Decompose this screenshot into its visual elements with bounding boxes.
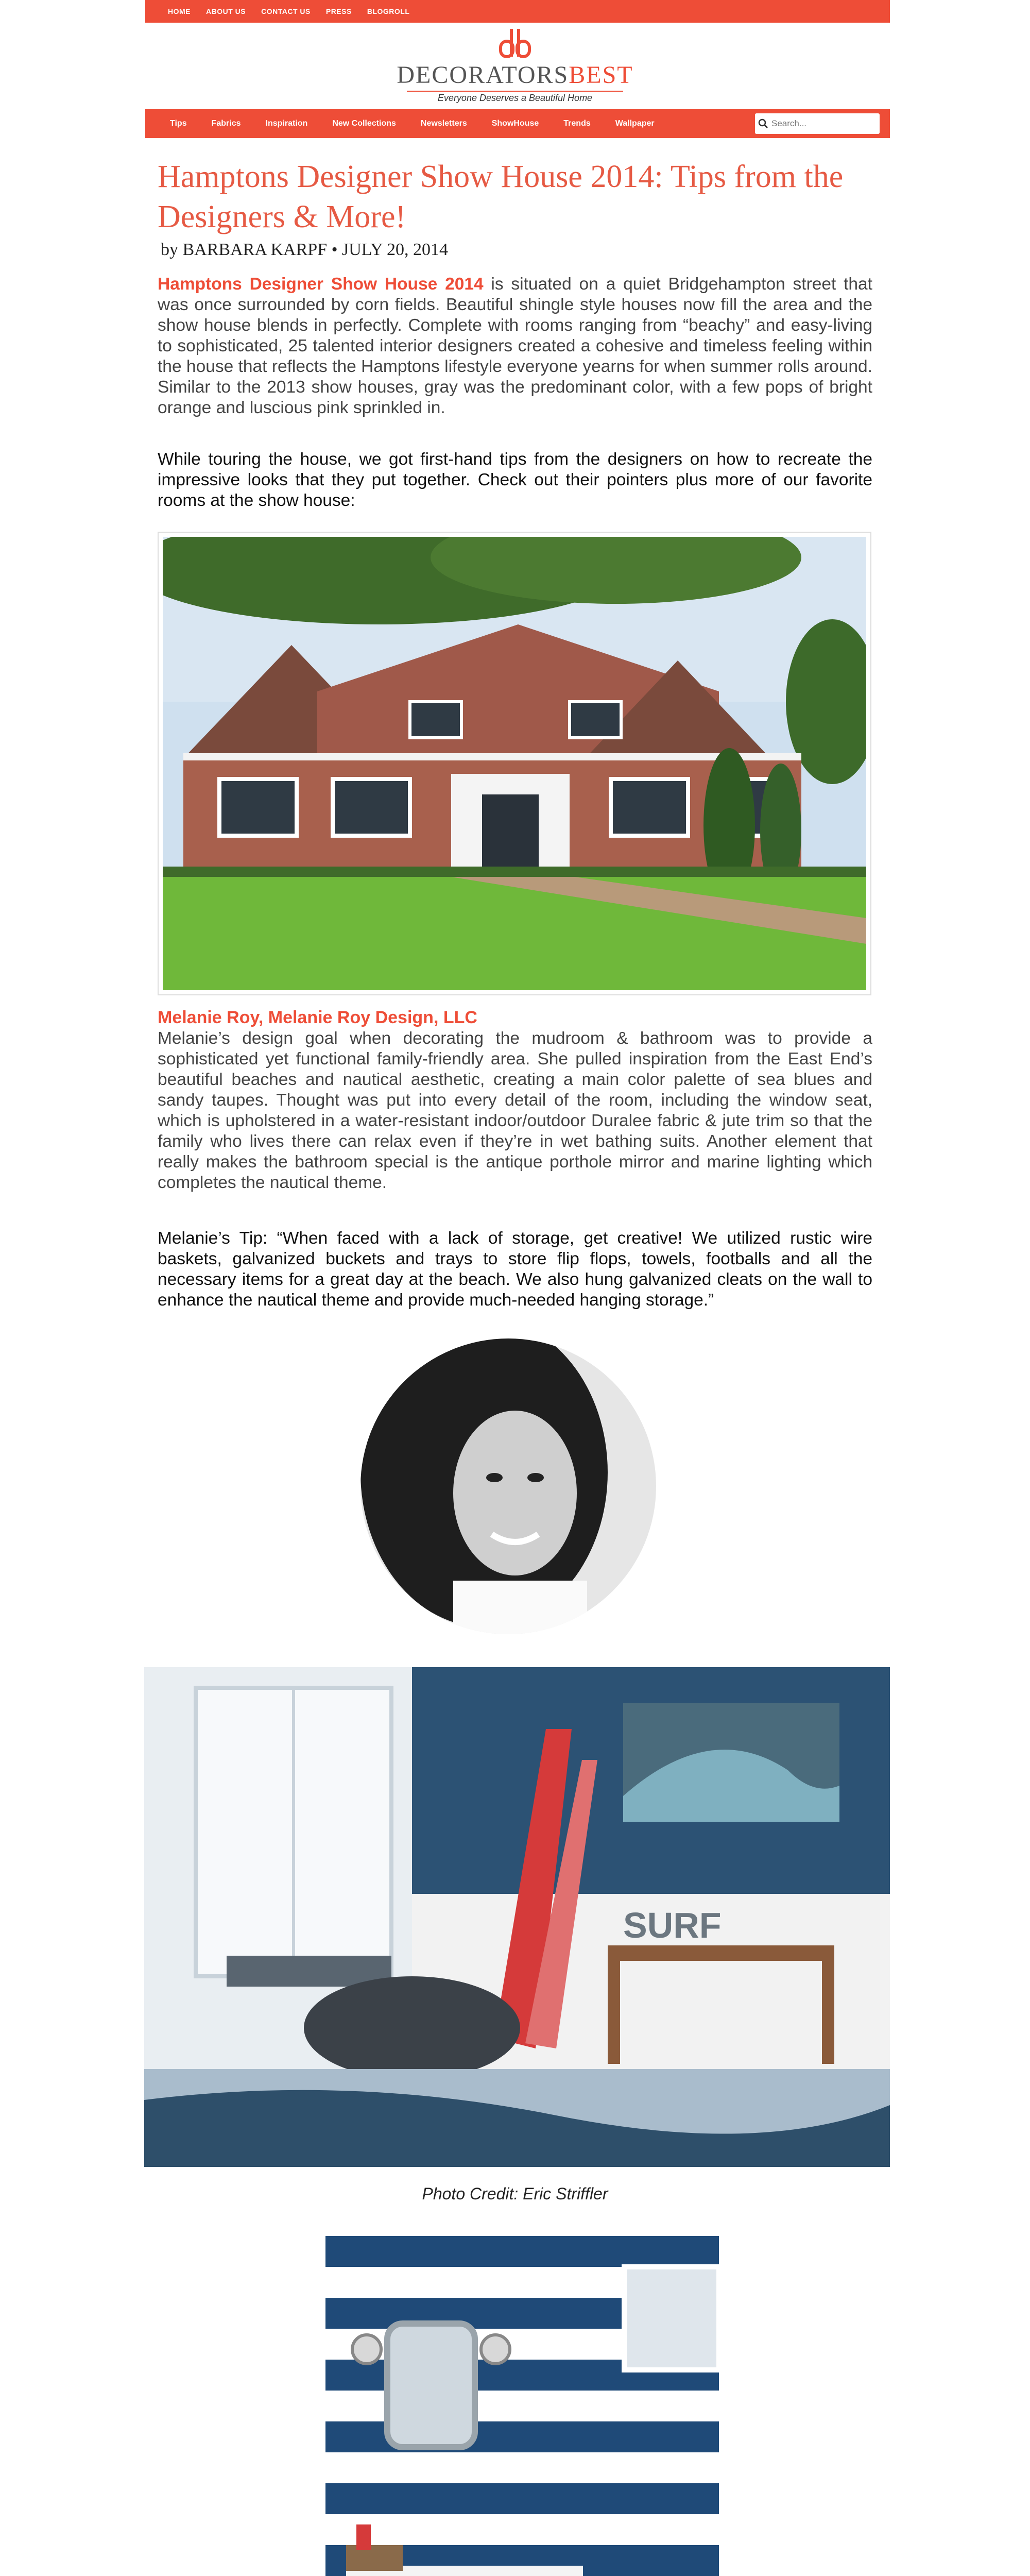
nav-item-trends[interactable]: Trends — [563, 119, 591, 128]
show-house-exterior-photo — [158, 532, 871, 995]
photo-credit-1: Photo Credit: Eric Striffler — [422, 2184, 608, 2203]
search-input[interactable] — [770, 116, 876, 131]
site-logo[interactable] — [0, 27, 1030, 104]
designer-name: Melanie Roy, Melanie Roy Design, LLC — [158, 1008, 477, 1027]
logo-word-accent: BEST — [569, 61, 633, 89]
top-nav-blogroll-link[interactable]: BLOGROLL — [367, 7, 410, 15]
tips-intro-paragraph: While touring the house, we got first-hand tips from the designers on how to recreate the impressive looks that they put together. Check out their pointers plus more of our favorite rooms at the show house: — [158, 450, 872, 510]
surf-sign: SURF — [623, 1905, 722, 1945]
designer-description: Melanie’s design goal when decorating the mudroom & bathroom was to provide a sophisticated yet functional family-friendly area. She pulled inspiration from the East End’s beautiful beaches and nautical aesthetic, creating a main color palette of sea blues and sandy taupes. Thought was put into every detail of the room, including the window seat, which is upholstered in a water-resistant indoor/outdoor Duralee fabric & jute trim so that the family who lives there can relax even if they’re in wet bathing suits. Another element that really makes the bathroom special is the antique porthole mirror and marine lighting which completes the nautical theme. — [158, 1029, 872, 1192]
nav-item-new-collections[interactable]: New Collections — [332, 119, 396, 128]
search-box[interactable] — [755, 113, 880, 134]
logo-divider — [407, 91, 623, 92]
nav-item-showhouse[interactable]: ShowHouse — [491, 119, 539, 128]
mudroom-photo — [144, 1667, 890, 2167]
intro-paragraph — [158, 274, 872, 418]
search-icon — [758, 118, 768, 129]
top-utility-bar — [145, 0, 890, 23]
top-nav-contact-link[interactable]: CONTACT US — [261, 7, 311, 15]
intro-text: is situated on a quiet Bridgehampton street that was once surrounded by corn fields. Beautiful shingle style houses now fill the area and the show house blends in perfectly. Complete with rooms ranging from “beachy” and easy-living to sophisticated, 25 talented interior designers created a cohesive and timeless feeling within the house that reflects the Hamptons lifestyle everyone yearns for when summer rolls around. Similar to the 2013 show houses, gray was the predominant color, with a few pops of bright orange and luscious pink sprinkled in. — [158, 275, 872, 417]
nav-item-wallpaper[interactable]: Wallpaper — [615, 119, 655, 128]
show-house-link[interactable]: Hamptons Designer Show House 2014 — [158, 275, 484, 294]
article-byline: by BARBARA KARPF • JULY 20, 2014 — [161, 240, 448, 259]
nav-item-tips[interactable]: Tips — [170, 119, 187, 128]
top-nav-press-link[interactable]: PRESS — [325, 7, 352, 15]
nav-item-inspiration[interactable]: Inspiration — [265, 119, 308, 128]
top-nav-about-link[interactable]: ABOUT US — [206, 7, 246, 15]
article-title: Hamptons Designer Show House 2014: Tips from the Designers & More! — [158, 159, 844, 234]
db-monogram-icon — [499, 28, 531, 59]
logo-word-main: DECORATORS — [397, 61, 569, 89]
top-nav-home-link[interactable]: HOME — [168, 7, 191, 15]
main-navigation — [145, 109, 890, 138]
bathroom-photo — [325, 2236, 719, 2576]
designer-tip: Melanie’s Tip: “When faced with a lack of storage, get creative! We utilized rustic wire baskets, galvanized buckets and trays to store flip flops, towels, footballs and all the necessary items for a great day at the beach. We also hung galvanized cleats on the wall to enhance the nautical theme and provide much-needed hanging storage.” — [158, 1229, 872, 1310]
nav-item-fabrics[interactable]: Fabrics — [211, 119, 241, 128]
designer-portrait — [360, 1338, 656, 1634]
logo-wordmark — [0, 61, 1030, 89]
site-tagline: Everyone Deserves a Beautiful Home — [437, 93, 593, 103]
nav-item-newsletters[interactable]: Newsletters — [420, 119, 467, 128]
